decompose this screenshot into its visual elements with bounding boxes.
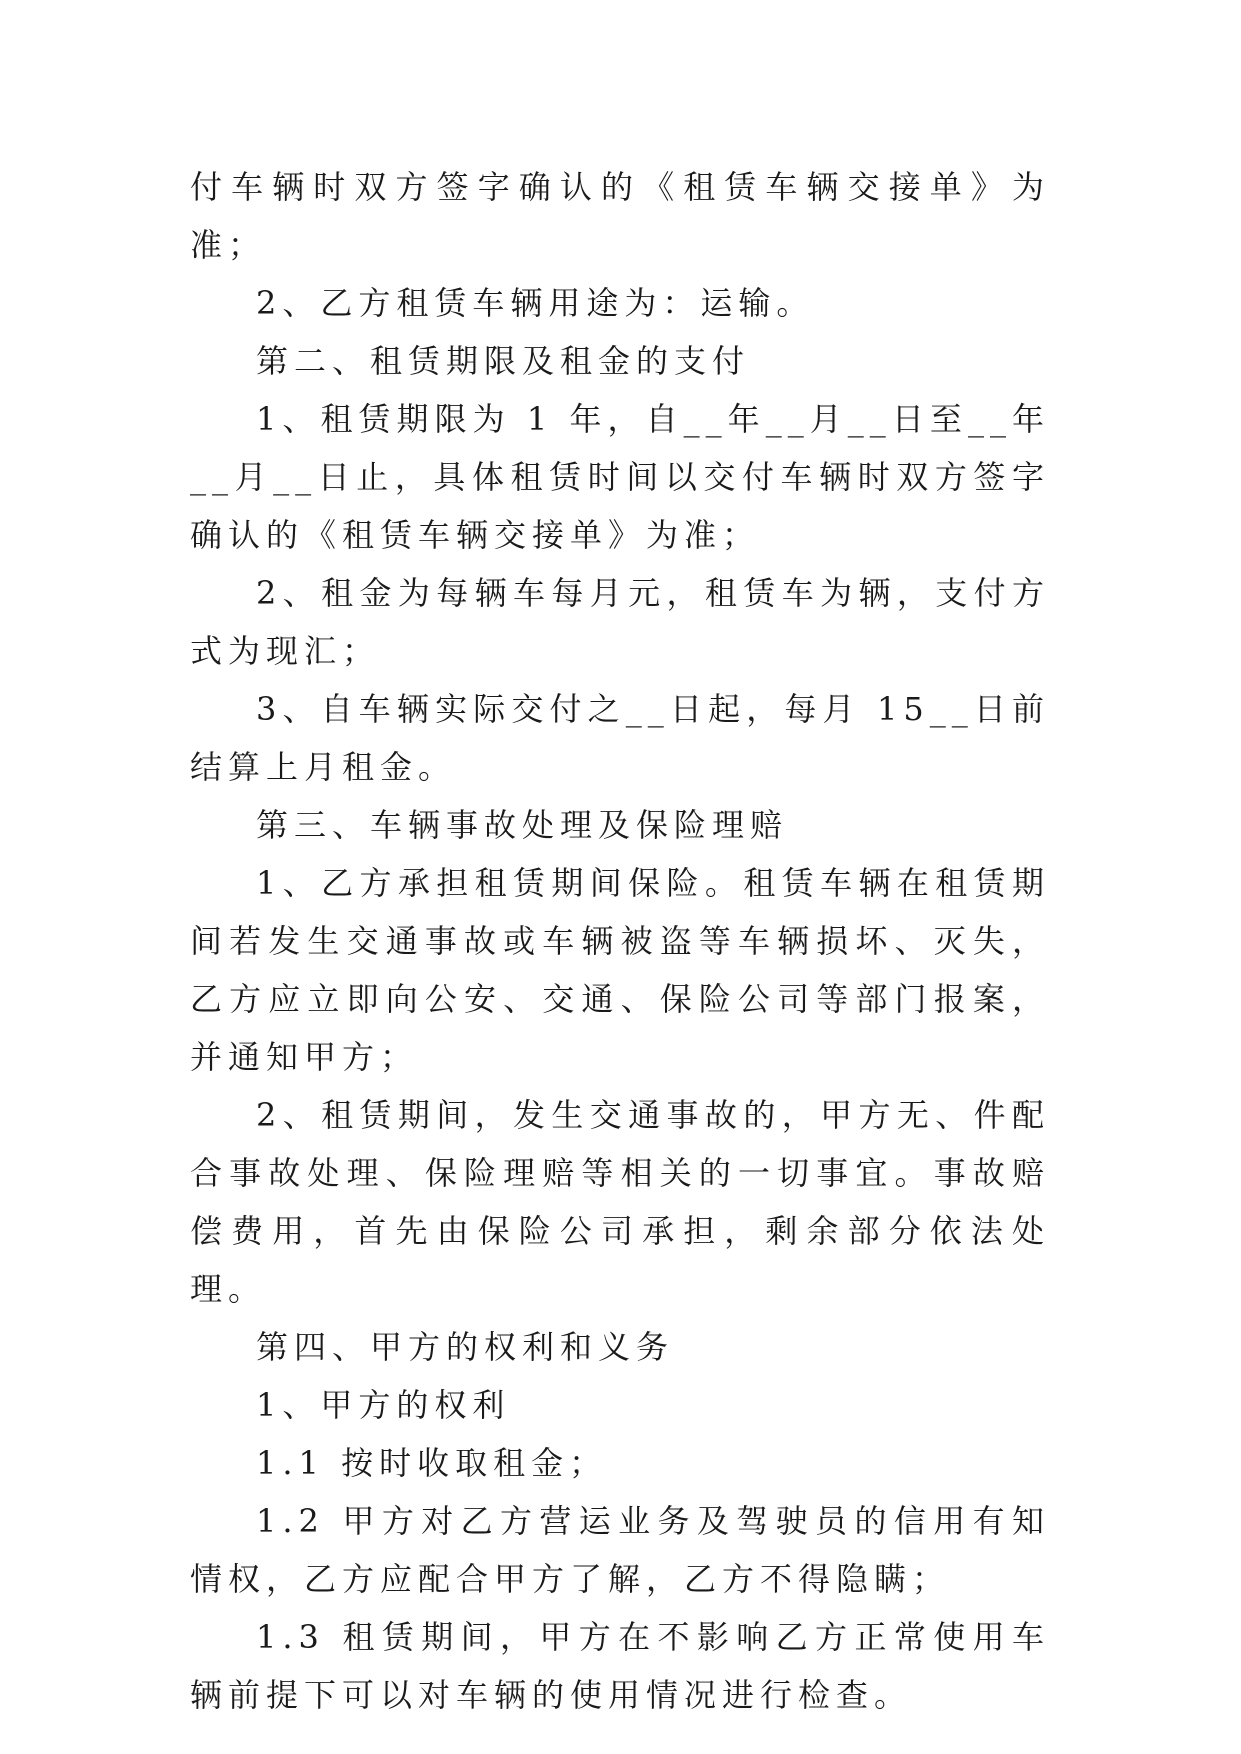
paragraph-3: 1、租赁期限为 1 年，自__年__月__日至__年__月__日止，具体租赁时间以交付车辆时双方签字确认的《租赁车辆交接单》为准； xyxy=(190,400,1050,554)
section-heading-4: 第四、甲方的权利和义务 xyxy=(256,1328,675,1366)
document-body xyxy=(190,158,1050,1724)
section-heading-2: 第二、租赁期限及租金的支付 xyxy=(256,342,751,380)
paragraph-13: 1.3 租赁期间，甲方在不影响乙方正常使用车辆前提下可以对车辆的使用情况进行检查。 xyxy=(190,1618,1050,1714)
paragraph-1: 2、乙方租赁车辆用途为：运输。 xyxy=(256,284,815,322)
paragraph-7: 1、乙方承担租赁期间保险。租赁车辆在租赁期间若发生交通事故或车辆被盗等车辆损坏、灭失，乙方应立即向公安、交通、保险公司等部门报案，并通知甲方； xyxy=(190,864,1050,1076)
paragraph-8: 2、租赁期间，发生交通事故的，甲方无、件配合事故处理、保险理赔等相关的一切事宜。事故赔偿费用，首先由保险公司承担，剩余部分依法处理。 xyxy=(190,1096,1050,1308)
paragraph-11: 1.1 按时收取租金； xyxy=(256,1444,608,1482)
section-heading-3: 第三、车辆事故处理及保险理赔 xyxy=(256,806,789,844)
paragraph-0: 付车辆时双方签字确认的《租赁车辆交接单》为准； xyxy=(190,168,1050,264)
paragraph-5: 3、自车辆实际交付之__日起，每月 15__日前结算上月租金。 xyxy=(190,690,1050,786)
paragraph-10: 1、甲方的权利 xyxy=(256,1386,511,1424)
paragraph-12: 1.2 甲方对乙方营运业务及驾驶员的信用有知情权，乙方应配合甲方了解，乙方不得隐瞒； xyxy=(190,1502,1050,1598)
paragraph-4: 2、租金为每辆车每月元，租赁车为辆，支付方式为现汇； xyxy=(190,574,1050,670)
